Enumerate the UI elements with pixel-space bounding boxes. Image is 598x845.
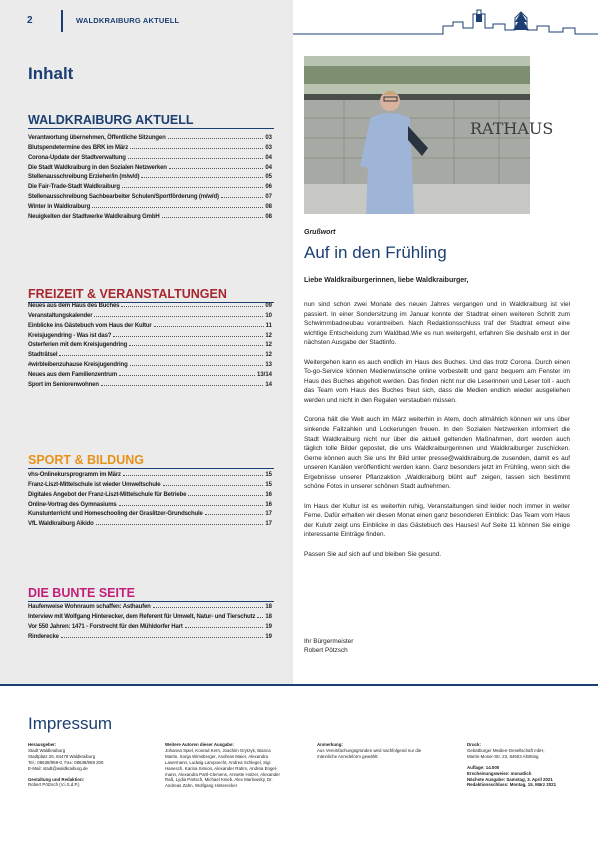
toc-entry-title: Kunstunterricht und Homeschooling der Graslitzer-Grundschule bbox=[28, 511, 203, 518]
impressum-line: Johanna Spiel, Konrad Kern, Joachim Grytzyk, Bianca bbox=[165, 747, 271, 753]
impressum-line: Tel.: 08638/959-0, Fax: 08638/959 200 bbox=[28, 759, 104, 765]
toc-entry bbox=[28, 339, 272, 349]
signature-role: Ihr Bürgermeister bbox=[304, 638, 354, 645]
toc-entry-page: 12 bbox=[265, 332, 272, 339]
toc-entry-page: 13 bbox=[265, 362, 272, 369]
section-heading-sport-bildung: SPORT & BILDUNG bbox=[28, 453, 144, 467]
toc-entry-page: 09 bbox=[265, 303, 272, 309]
article-paragraph: Im Haus der Kultur ist es weiterhin ruhig, Veranstaltungen sind leider noch immer in weiter Ferne. Dafür erhalten wir diesen Monat einen ganz besonderen Einblick: Das Team vom Haus der Kulutr zeigt uns Einblicke in das Gästebuch des Hauses! Auf Seite 11 können Sie einige interessante Einträge finden. bbox=[304, 502, 570, 539]
toc-leader-dots bbox=[162, 211, 264, 218]
toc-entry-page: 04 bbox=[265, 154, 272, 161]
toc-entry-page: 18 bbox=[265, 604, 272, 610]
toc-entry-title: Stellenausschreibung Erzieher/in (m/w/d) bbox=[28, 174, 140, 181]
toc-leader-dots bbox=[59, 349, 263, 356]
section-rule bbox=[28, 128, 274, 129]
toc-entry-page: 17 bbox=[265, 511, 272, 518]
toc-entry bbox=[28, 181, 272, 191]
impressum-line: Gebatburger Medien-Gesellschaft mbH, bbox=[467, 747, 545, 753]
header-divider bbox=[61, 10, 63, 32]
toc-entry bbox=[28, 611, 272, 621]
toc-entry bbox=[28, 320, 272, 330]
signature-name: Robert Pötzsch bbox=[304, 647, 348, 655]
impressum-line: Lasermann, Ludwig Lampoecht, Andrea Schlegel, Sigi bbox=[165, 759, 271, 765]
impressum-print bbox=[467, 742, 592, 788]
toc-entry-title: VfL Waldkraiburg Aikido bbox=[28, 521, 94, 528]
toc-entry bbox=[28, 369, 272, 379]
toc-entry-title: Neues aus dem Familienzentrum bbox=[28, 371, 118, 378]
toc-entry-title: Vor 550 Jahren: 1471 - Forstrecht für den Mühldorfer Hart bbox=[28, 623, 183, 630]
city-skyline-graphic bbox=[293, 8, 598, 38]
toc-leader-dots bbox=[168, 132, 264, 139]
toc-entry-title: Franz-Liszt-Mittelschule ist wieder Umweltschule bbox=[28, 481, 161, 488]
toc-leader-dots bbox=[130, 359, 264, 366]
impressum-authors bbox=[165, 742, 305, 789]
toc-leader-dots bbox=[96, 518, 264, 525]
toc-entry-page: 03 bbox=[265, 135, 272, 141]
toc-entry bbox=[28, 631, 272, 641]
toc-leader-dots bbox=[119, 369, 255, 376]
toc-entry-title: Einblicke ins Gästebuch vom Haus der Kultur bbox=[28, 322, 152, 329]
toc-entry-title: Stadträtsel bbox=[28, 352, 58, 359]
signature bbox=[304, 637, 353, 656]
impressum-publisher bbox=[28, 742, 158, 788]
article-paragraph: nun sind schon zwei Monate des neuen Jahres vergangen und in Waldkraiburg ist viel passiert. In einer Sondersitzung im Januar konnte der Stadtrat einen weiteren Schritt zum Schwimmbadneubau vorantreiben. Nach Redaktionsschluss traf der Stadtrat erneut eine wichtige Entscheidung zum Waldbad.Wie es nun weitergeht, erfahren Sie deshalb erst in der nächsten Ausgabe der Stadtinfo. bbox=[304, 301, 570, 347]
toc-entry bbox=[28, 518, 272, 528]
toc-entry bbox=[28, 191, 272, 201]
section-heading-bunte-seite: DIE BUNTE SEITE bbox=[28, 586, 135, 600]
toc-entry-title: Osterferien mit dem Kreisjugendring bbox=[28, 342, 128, 349]
toc-leader-dots bbox=[122, 181, 263, 188]
impressum-line: Martin, Sonja Wimsberger, Andreas Maier, Alexandra bbox=[165, 753, 268, 759]
impressum-note bbox=[317, 742, 437, 760]
toc-entry-page: 13/14 bbox=[256, 371, 272, 378]
impressum-line: E-Mail: stadt@waldkraiburg.de bbox=[28, 765, 88, 771]
impressum-line: Redaktionsschluss: Montag, 15. März 2021 bbox=[467, 782, 557, 788]
rathaus-sign: RATHAUS bbox=[470, 119, 554, 138]
toc-entry bbox=[28, 171, 272, 181]
toc-entry-title: Haufenweise Wohnraum schaffen: Asthaufen bbox=[28, 604, 151, 610]
impressum-line: Auflage: 14.000 bbox=[467, 764, 500, 770]
impressum-line: Robert Pötzsch (V.i.S.d.P.) bbox=[28, 782, 80, 788]
toc-leader-dots bbox=[205, 508, 264, 515]
toc-leader-dots bbox=[154, 320, 264, 327]
toc-entry-title: Stellenausschreibung Sachbearbeiter Schulen/Sportförderung (m/w/d) bbox=[28, 194, 219, 201]
toc-list-waldkraiburg-aktuell bbox=[28, 132, 272, 221]
toc-entry-title: Kreisjugendring - Was ist das? bbox=[28, 332, 112, 339]
toc-leader-dots bbox=[113, 330, 263, 337]
toc-entry-title: vhs-Onlinekursprogramm im März bbox=[28, 472, 121, 478]
toc-entry bbox=[28, 310, 272, 320]
impressum-line: Hanesch, Karina Simion, Alexander Rahm, Andrea Engel- bbox=[165, 765, 278, 771]
contents-title: Inhalt bbox=[28, 64, 74, 83]
toc-entry-page: 16 bbox=[265, 501, 272, 508]
toc-entry-page: 10 bbox=[265, 312, 272, 319]
article-paragraph: Passen Sie auf sich auf und bleiben Sie gesund. bbox=[304, 551, 442, 559]
impressum-label: Druck: bbox=[467, 742, 481, 747]
toc-entry-page: 16 bbox=[265, 491, 272, 498]
toc-leader-dots bbox=[129, 339, 263, 346]
impressum-line: männliche Anredeform gewählt. bbox=[317, 753, 379, 759]
impressum-line: Stadtplatz 26, 84478 Waldkraiburg bbox=[28, 753, 96, 759]
toc-entry-title: Blutspendetermine des BRK im März bbox=[28, 144, 129, 151]
impressum-lines bbox=[28, 748, 158, 772]
toc-entry bbox=[28, 211, 272, 221]
toc-entry bbox=[28, 201, 272, 211]
toc-list-freizeit bbox=[28, 300, 272, 389]
toc-leader-dots bbox=[185, 621, 264, 628]
impressum-line: Martin-Moser-Str. 23, 84503 Altötting bbox=[467, 753, 539, 759]
toc-entry bbox=[28, 142, 272, 152]
impressum-label: Anmerkung: bbox=[317, 742, 343, 747]
toc-list-bunte-seite bbox=[28, 601, 272, 640]
toc-entry-title: Neuigkeiten der Stadtwerke Waldkraiburg GmbH bbox=[28, 213, 160, 220]
impressum-line: mann, Alexandra Partl-Clemens, Annette Holzer, Alexander bbox=[165, 771, 280, 777]
toc-leader-dots bbox=[141, 171, 263, 178]
toc-entry-title: Digitales Angebot der Franz-Liszt-Mittelschule für Betriebe bbox=[28, 491, 187, 498]
toc-entry-page: 18 bbox=[265, 613, 272, 620]
toc-entry bbox=[28, 379, 272, 389]
toc-entry bbox=[28, 300, 272, 310]
article-kicker: Grußwort bbox=[304, 229, 336, 236]
toc-entry-page: 15 bbox=[265, 472, 272, 478]
toc-entry bbox=[28, 489, 272, 499]
toc-leader-dots bbox=[221, 191, 264, 198]
toc-leader-dots bbox=[92, 201, 263, 208]
toc-leader-dots bbox=[121, 300, 263, 307]
toc-entry-page: 15 bbox=[265, 481, 272, 488]
toc-entry-page: 03 bbox=[265, 144, 272, 151]
toc-entry bbox=[28, 479, 272, 489]
toc-entry bbox=[28, 162, 272, 172]
impressum-line: Nächste Ausgabe: Samstag, 3. April 2021 bbox=[467, 776, 553, 782]
toc-entry bbox=[28, 330, 272, 340]
footer-rule bbox=[0, 684, 598, 686]
toc-leader-dots bbox=[119, 499, 264, 506]
toc-entry-page: 17 bbox=[265, 521, 272, 528]
toc-entry-page: 12 bbox=[265, 352, 272, 359]
toc-leader-dots bbox=[61, 631, 263, 638]
toc-leader-dots bbox=[130, 142, 263, 149]
toc-leader-dots bbox=[128, 152, 264, 159]
impressum-line: Andreas Zahn, Wolfgang Hinterecker bbox=[165, 783, 238, 789]
toc-entry-page: 14 bbox=[265, 381, 272, 388]
publication-title: WALDKRAIBURG AKTUELL bbox=[76, 16, 180, 25]
section-heading-waldkraiburg-aktuell: WALDKRAIBURG AKTUELL bbox=[28, 113, 194, 127]
toc-leader-dots bbox=[101, 379, 263, 386]
toc-entry bbox=[28, 499, 272, 509]
section-heading-freizeit: FREIZEIT & VERANSTALTUNGEN bbox=[28, 287, 227, 301]
toc-entry bbox=[28, 132, 272, 142]
article-body bbox=[304, 300, 570, 570]
toc-entry-title: Veranstaltungskalender bbox=[28, 312, 93, 319]
toc-entry-title: Die Stadt Waldkraiburg in den Sozialen Netzwerken bbox=[28, 164, 167, 171]
toc-entry-page: 19 bbox=[265, 633, 272, 640]
toc-leader-dots bbox=[188, 489, 263, 496]
impressum-line: Erscheinungsweise: monatlich bbox=[467, 770, 532, 776]
article-title: Auf in den Frühling bbox=[304, 243, 447, 262]
toc-leader-dots bbox=[163, 479, 264, 486]
toc-entry-page: 08 bbox=[265, 213, 272, 220]
toc-leader-dots bbox=[94, 310, 263, 317]
toc-entry-title: Neues aus dem Haus des Buches bbox=[28, 303, 120, 309]
toc-entry-page: 04 bbox=[265, 164, 272, 171]
toc-entry-title: Online-Vortrag des Gymnasiums bbox=[28, 501, 117, 508]
impressum-lines bbox=[165, 748, 305, 789]
impressum-label: Weitere Autoren dieser Ausgabe: bbox=[165, 742, 234, 747]
impressum-lines bbox=[317, 748, 437, 760]
impressum-lines bbox=[467, 748, 592, 760]
toc-entry bbox=[28, 469, 272, 479]
page-number: 2 bbox=[27, 15, 33, 26]
toc-entry-title: Winter in Waldkraiburg bbox=[28, 203, 91, 210]
toc-list-sport-bildung bbox=[28, 469, 272, 528]
toc-entry-title: Interview mit Wolfgang Hinterecker, dem Referent für Umwelt, Natur- und Tierschutz bbox=[28, 613, 256, 620]
impressum-line: Raß, Lydia Partsch, Michael Knieb, Alex Marlowsky, Dr. bbox=[165, 777, 273, 783]
toc-entry-title: Corona-Update der Stadtverwaltung bbox=[28, 154, 126, 161]
toc-entry-title: Verantwortung übernehmen, Öffentliche Sitzungen bbox=[28, 135, 166, 141]
toc-entry bbox=[28, 349, 272, 359]
article-paragraph: Weitergehen kann es auch endlich im Haus des Buches. Und das trotz Corona. Durch einen To-go-Service können Medienwünsche online vorbestellt und ganz bequem am Fenster im Haus des Buches abgeholt werden. Das finden nicht nur die Leserinnen und Leser toll - auch das Team vom Haus des Buches freut sich, dass die Medien endlich wieder ausgeliehen werden und nicht in den Regalen verstauben müssen. bbox=[304, 358, 570, 404]
toc-entry-page: 05 bbox=[265, 174, 272, 181]
toc-entry-page: 06 bbox=[265, 184, 272, 191]
mayor-photo bbox=[304, 56, 554, 214]
toc-entry bbox=[28, 601, 272, 611]
toc-entry-page: 19 bbox=[265, 623, 272, 630]
toc-entry-title: Rinderecke bbox=[28, 633, 59, 640]
toc-entry-title: #wirbleibenzuhause Kreisjugendring bbox=[28, 362, 128, 369]
toc-entry bbox=[28, 621, 272, 631]
toc-leader-dots bbox=[169, 162, 264, 169]
toc-leader-dots bbox=[257, 611, 263, 618]
impressum-label: Herausgeber: bbox=[28, 742, 57, 747]
toc-entry bbox=[28, 152, 272, 162]
toc-entry-title: Die Fair-Trade-Stadt Waldkraiburg bbox=[28, 184, 120, 191]
impressum-line: Aus Vereinfachungsgründen wird nachfolgend nur die bbox=[317, 747, 422, 753]
impressum-title: Impressum bbox=[28, 714, 113, 733]
toc-entry-page: 07 bbox=[265, 194, 272, 201]
impressum-line: Stadt Waldkraiburg bbox=[28, 747, 66, 753]
article-greeting: Liebe Waldkraiburgerinnen, liebe Waldkraiburger, bbox=[304, 277, 469, 284]
toc-entry bbox=[28, 508, 272, 518]
toc-entry-page: 11 bbox=[265, 322, 272, 329]
impressum-lines bbox=[28, 782, 158, 788]
impressum-lines bbox=[467, 765, 592, 789]
toc-leader-dots bbox=[153, 601, 264, 608]
impressum-label: Gestaltung und Redaktion: bbox=[28, 776, 85, 782]
article-paragraph: Corona hält die Welt auch im März weiterhin in Atem, doch allmählich können wir uns über sinkende Fallzahlen und Lockerungen freuen. In den Sozialen Netzwerken informiert die Stadt Waldkraiburg nicht nur über die aktuell geltenden Maßnahmen, dort werden auch täglich tolle Bilder gepostet, die uns Waldkraiburgerinnen und Waldkraiburger zuschicken. Gerne können auch Sie uns Ihr Bild unter presse@waldkraiburg.de zusenden, damit es auf unseren Kanälen veröffentlicht werden kann. Ganz besonders jetzt im Frühling, wenn sich die Ergebnisse unserer Pflanzaktion „Waldkraiburg blüht auf“ zeigen, lassen sich bestimmt schöne Fotos in unserer schönen Stadt aufnehmen. bbox=[304, 416, 570, 491]
toc-entry-title: Sport im Seniorenwohnen bbox=[28, 381, 99, 388]
toc-entry-page: 12 bbox=[265, 342, 272, 349]
toc-entry bbox=[28, 359, 272, 369]
toc-leader-dots bbox=[123, 469, 263, 476]
toc-entry-page: 08 bbox=[265, 203, 272, 210]
